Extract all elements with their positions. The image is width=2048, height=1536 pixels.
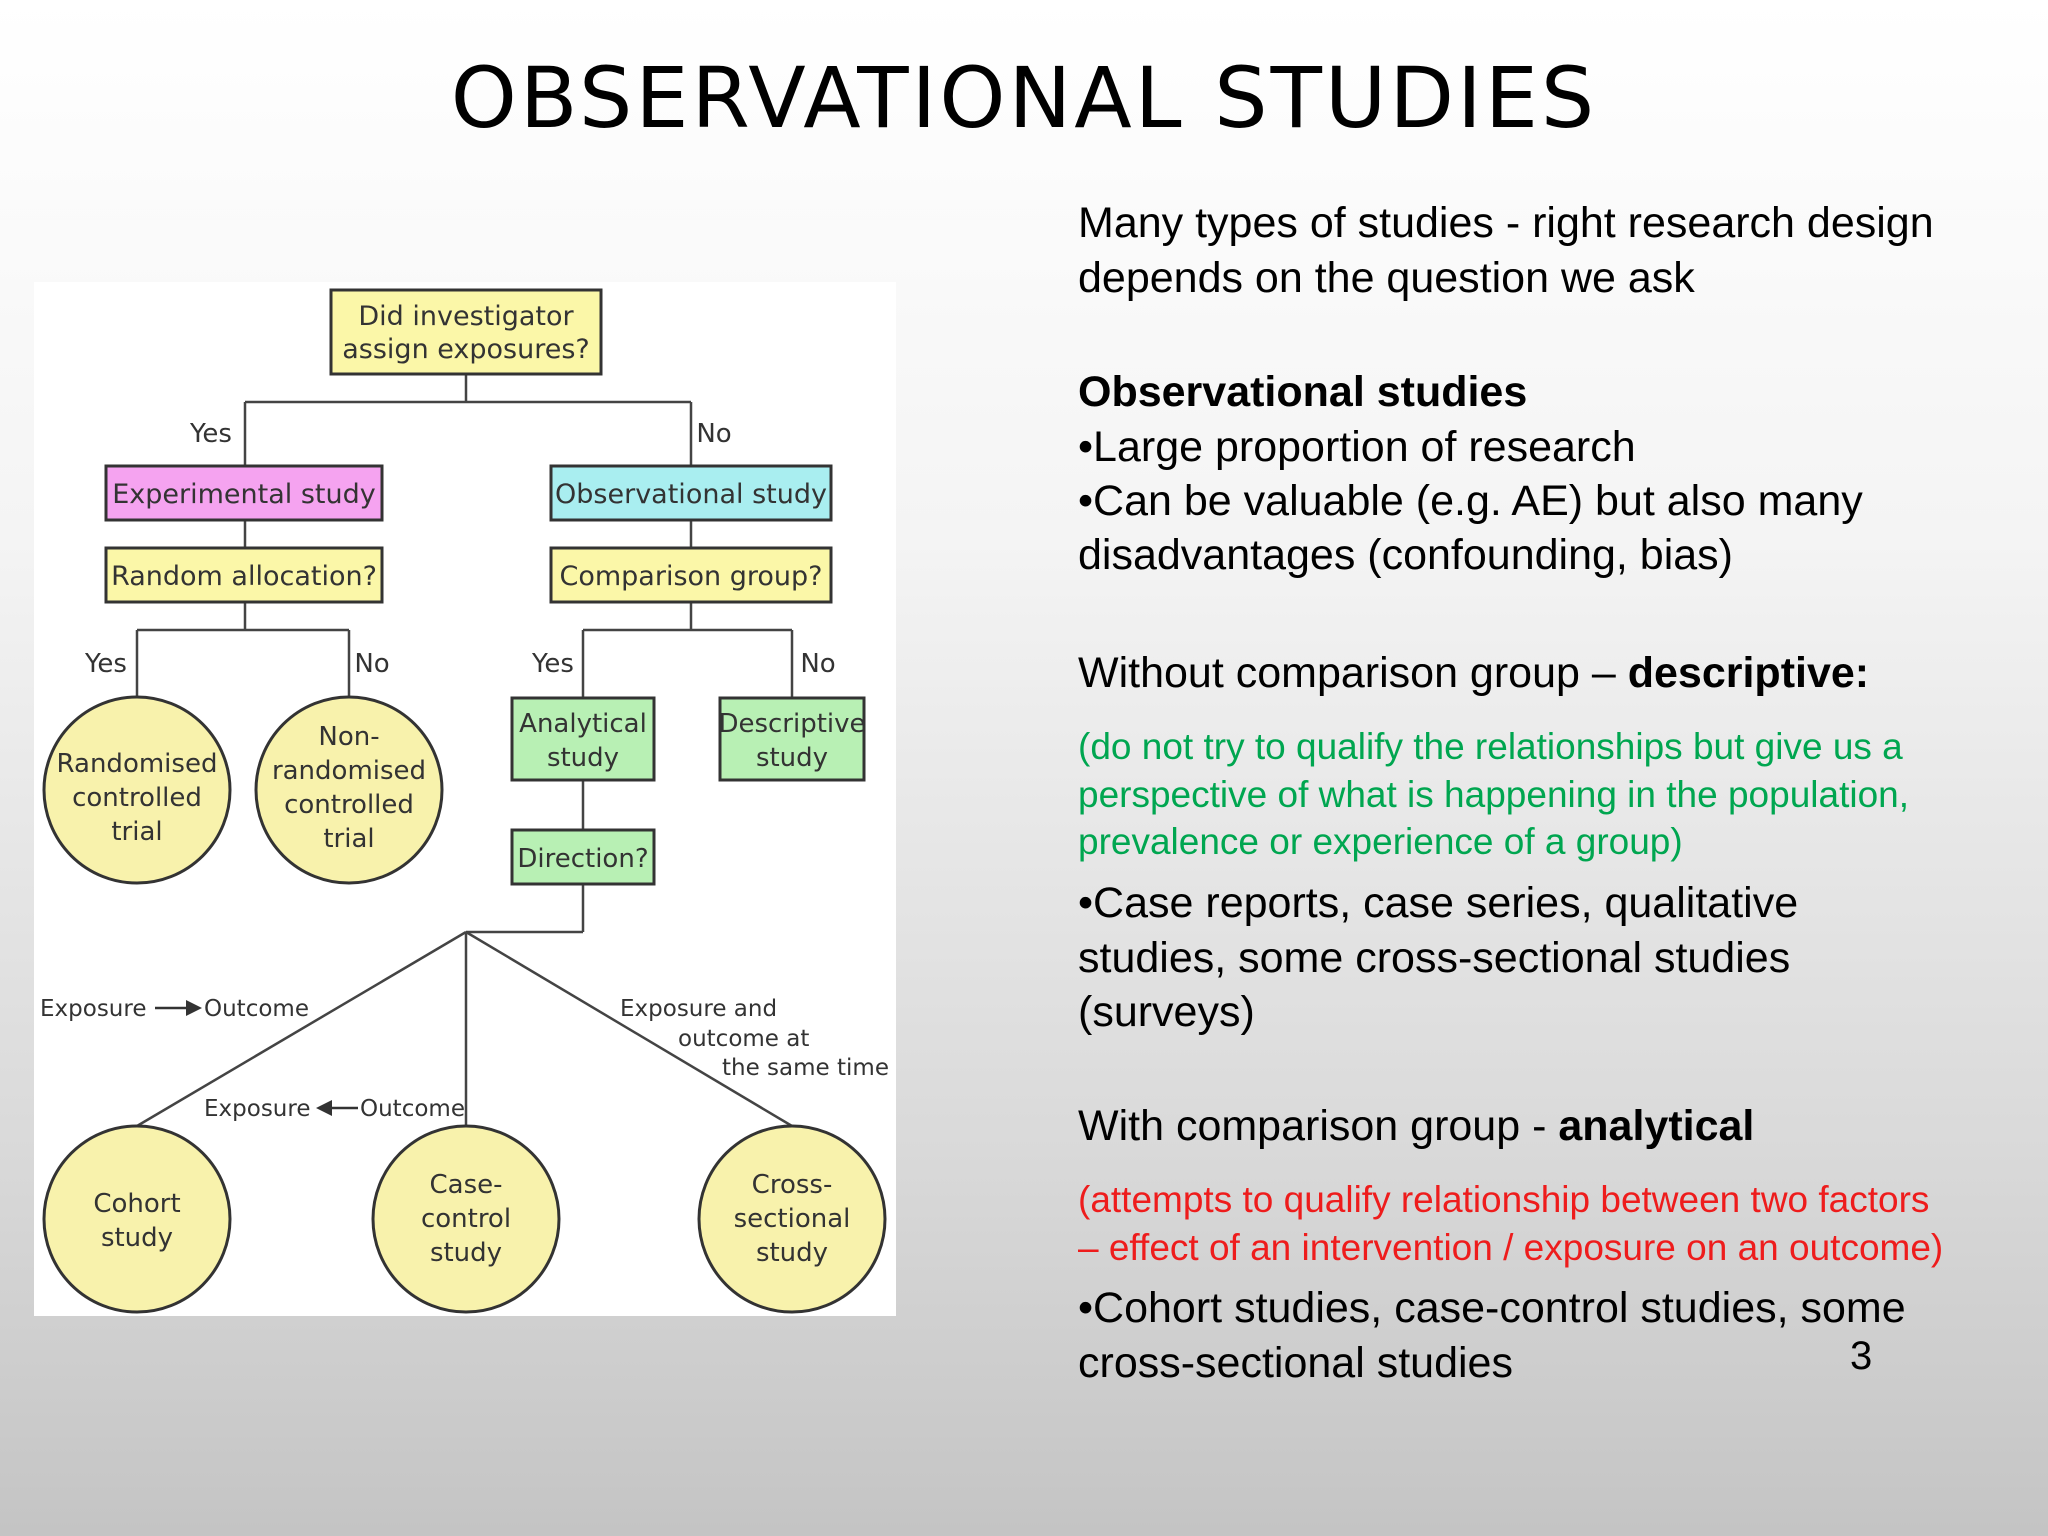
exposure-label-forward: Exposure — [40, 996, 147, 1022]
no-label-root: No — [696, 419, 732, 449]
analytical-bullet-line2: cross-sectional studies — [1078, 1339, 1513, 1387]
analytical-term: analytical — [1558, 1102, 1755, 1150]
cohort-line2: study — [100, 1223, 174, 1253]
yes-label-random: Yes — [85, 649, 127, 679]
random-allocation-label: Random allocation? — [111, 561, 377, 592]
analytical-line2: study — [546, 743, 620, 773]
observational-bullet2-line2: disadvantages (confounding, bias) — [1078, 531, 1733, 579]
slide-title: OBSERVATIONAL STUDIES — [450, 49, 1598, 147]
nrct-line4: trial — [323, 824, 375, 854]
analytical-line1: Analytical — [519, 709, 647, 739]
analytical-bullet-line1: •Cohort studies, case-control studies, some — [1078, 1284, 1906, 1332]
case-control-line3: study — [429, 1238, 503, 1268]
exposure-label-backward: Exposure — [204, 1096, 311, 1122]
descriptive-bullet-line1: •Case reports, case series, qualitative — [1078, 879, 1799, 927]
descriptive-bullet-line2: studies, some cross-sectional studies — [1078, 934, 1791, 982]
experimental-study-label: Experimental study — [112, 479, 376, 510]
rct-line3: trial — [111, 817, 163, 847]
rct-line2: controlled — [72, 783, 202, 813]
no-label-comparison: No — [800, 649, 836, 679]
nrct-line3: controlled — [284, 790, 414, 820]
descriptive-line1: Descriptive — [718, 709, 866, 739]
with-comparison-prefix: With comparison group - — [1078, 1102, 1559, 1150]
descriptive-line2: study — [755, 743, 829, 773]
study-design-flowchart — [34, 282, 896, 1316]
observational-bullet1: •Large proportion of research — [1078, 423, 1636, 471]
case-control-line1: Case- — [429, 1170, 503, 1200]
cohort-line1: Cohort — [93, 1189, 181, 1219]
yes-label-comparison: Yes — [532, 649, 574, 679]
backward-arrow — [316, 1100, 358, 1116]
root-question-line2: assign exposures? — [342, 334, 590, 365]
same-time-line1: Exposure and — [620, 996, 778, 1022]
analytical-note-line2: – effect of an intervention / exposure on an outcome) — [1078, 1227, 1944, 1268]
cross-line2: sectional — [733, 1204, 851, 1234]
cohort-study-node — [44, 1126, 230, 1312]
flowchart-panel — [34, 282, 896, 1316]
cross-line1: Cross- — [751, 1170, 833, 1200]
observational-bullet2-line1: •Can be valuable (e.g. AE) but also many — [1078, 477, 1863, 525]
intro-line1: Many types of studies - right research design — [1078, 199, 1934, 247]
descriptive-note-line2: perspective of what is happening in the population, — [1078, 774, 1910, 815]
descriptive-bullet-line3: (surveys) — [1078, 988, 1255, 1036]
with-comparison-line — [1078, 1099, 2028, 1154]
yes-label-root: Yes — [190, 419, 232, 449]
direction-label: Direction? — [517, 844, 649, 874]
nrct-line2: randomised — [271, 756, 427, 786]
without-comparison-line — [1078, 646, 2028, 701]
forward-arrow — [155, 1000, 202, 1016]
case-control-line2: control — [420, 1204, 512, 1234]
same-time-line2: outcome at — [678, 1026, 810, 1052]
comparison-group-label: Comparison group? — [559, 561, 823, 592]
descriptive-note-line1: (do not try to qualify the relationships but give us a — [1078, 726, 1903, 767]
descriptive-term: descriptive: — [1627, 649, 1870, 697]
outcome-label-forward: Outcome — [204, 996, 309, 1022]
descriptive-note-line3: prevalence or experience of a group) — [1078, 821, 1683, 862]
same-time-line3: the same time — [722, 1055, 889, 1081]
observational-study-label: Observational study — [555, 479, 827, 510]
intro-line2: depends on the question we ask — [1078, 254, 1695, 302]
nrct-line1: Non- — [318, 722, 380, 752]
outcome-label-backward: Outcome — [360, 1096, 465, 1122]
rct-line1: Randomised — [56, 749, 218, 779]
root-question-line1: Did investigator — [358, 301, 574, 332]
observational-heading: Observational studies — [1078, 368, 1528, 416]
page-number: 3 — [1850, 1334, 1873, 1378]
without-comparison-prefix: Without comparison group – — [1078, 649, 1628, 697]
cross-line3: study — [755, 1238, 829, 1268]
no-label-random: No — [354, 649, 390, 679]
analytical-note-line1: (attempts to qualify relationship between two factors — [1078, 1179, 1930, 1220]
